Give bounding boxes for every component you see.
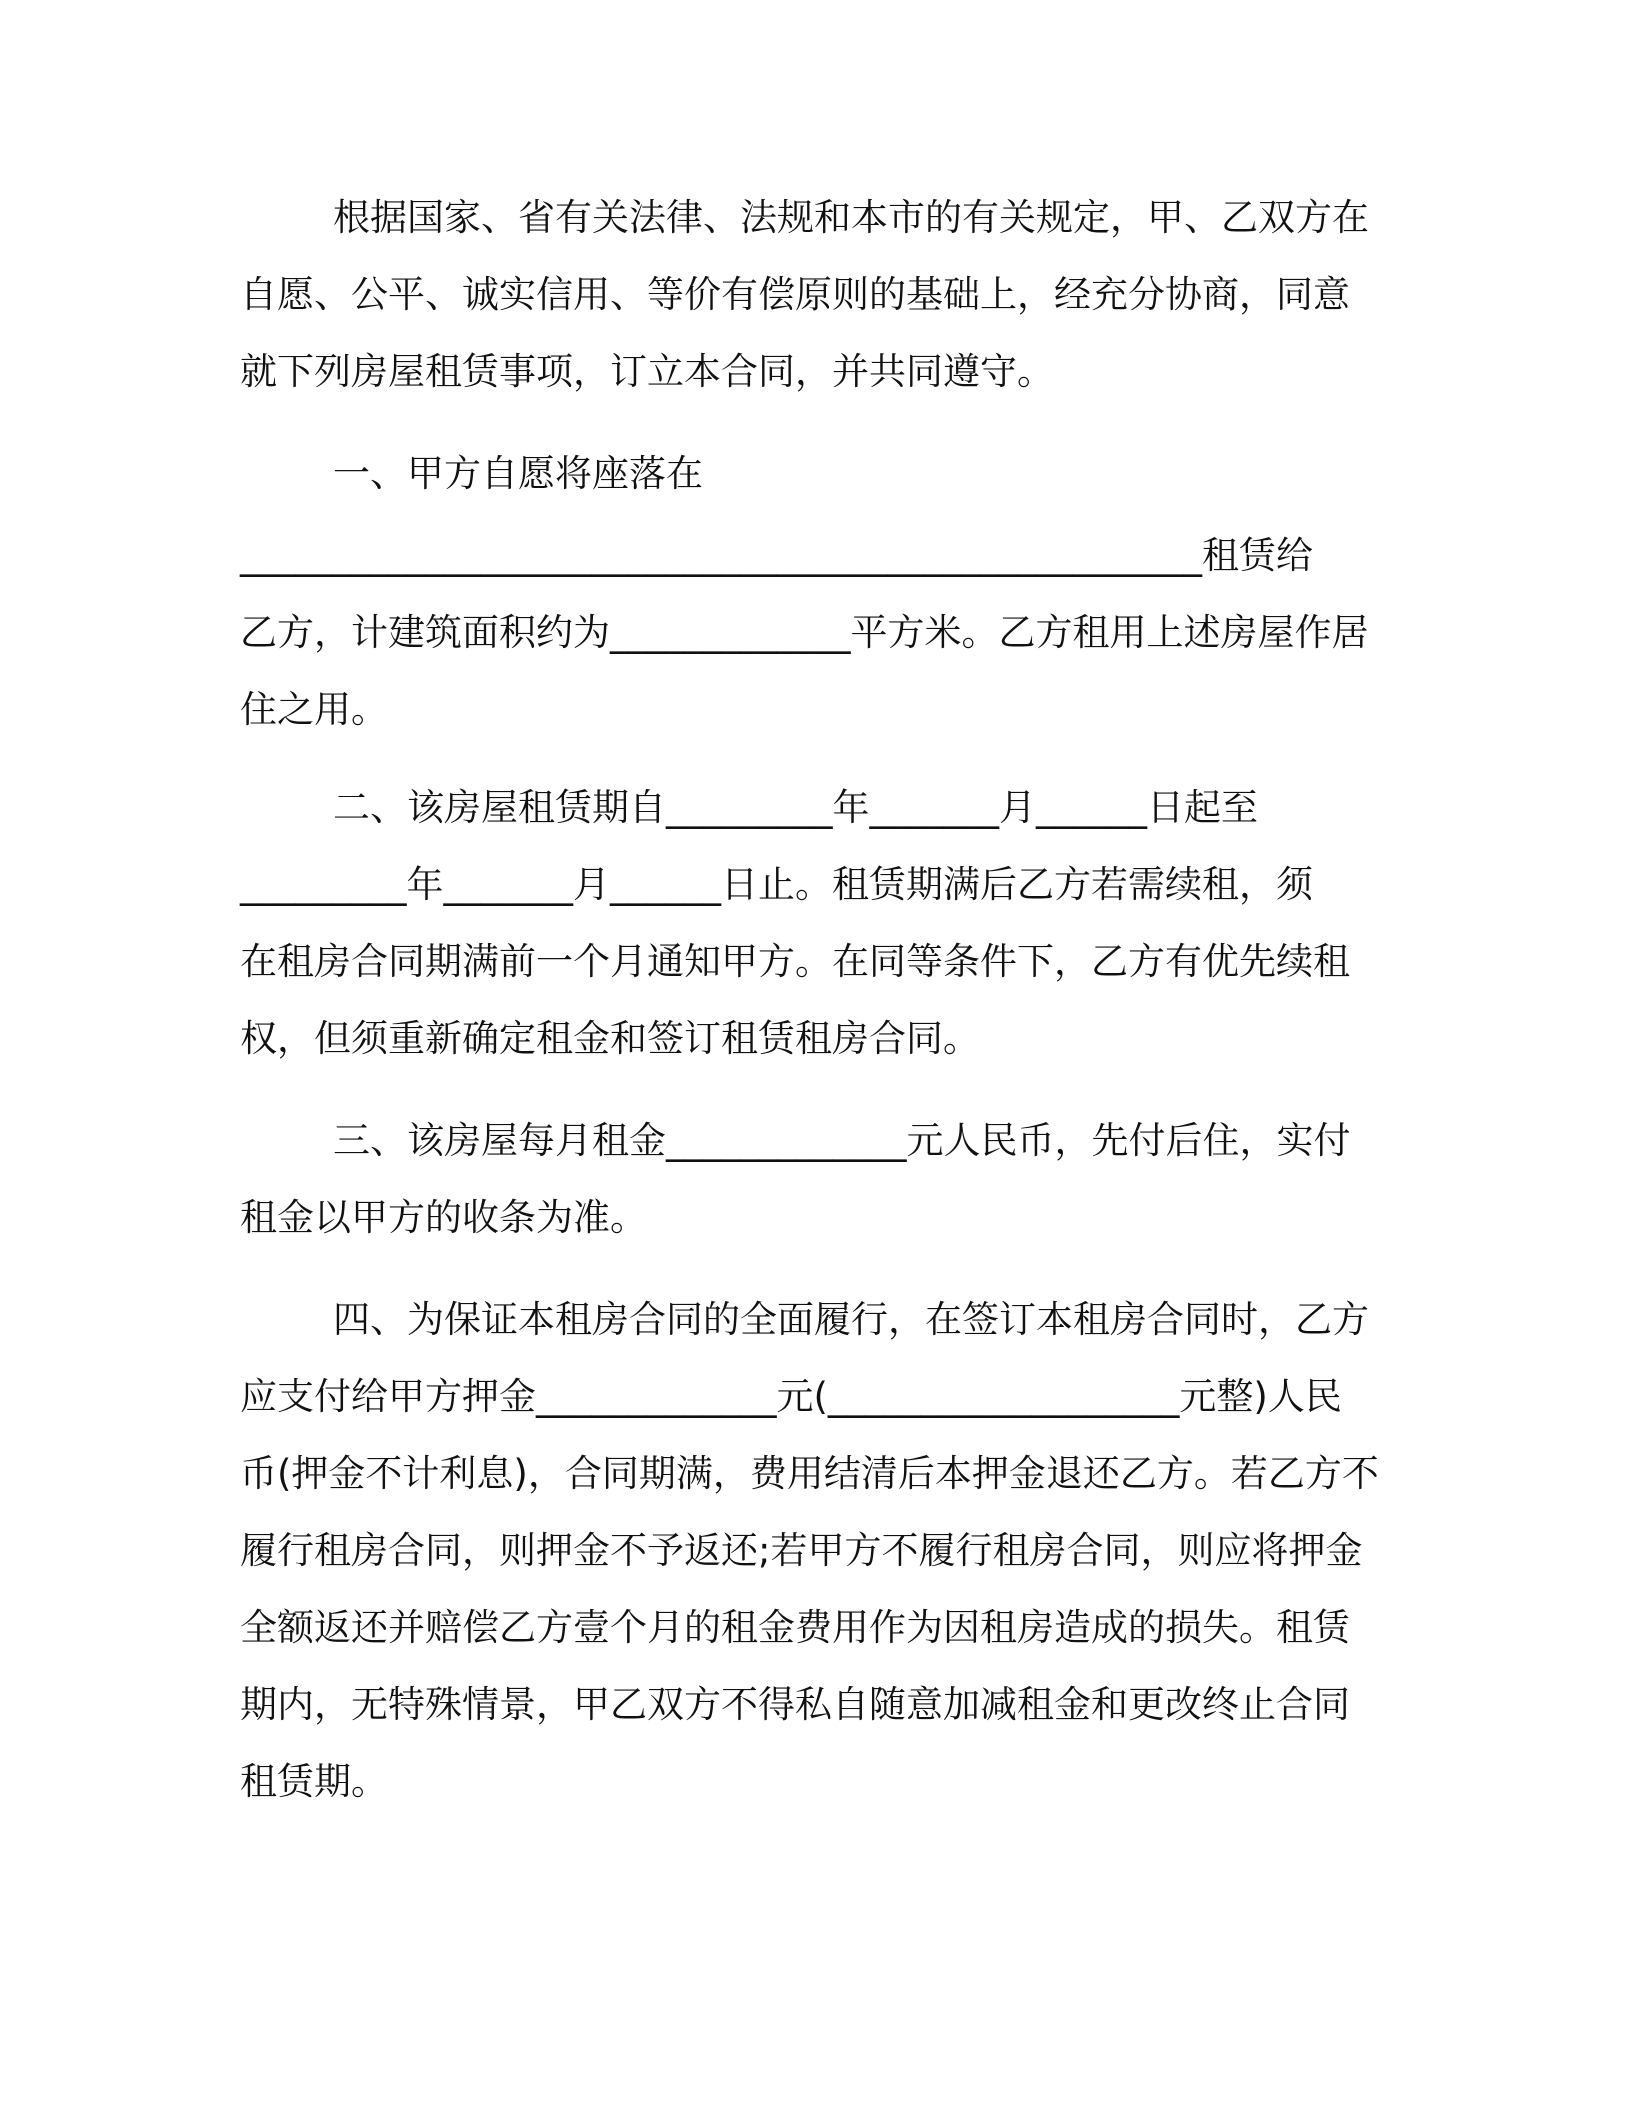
clause-2-line-1: 二、该房屋租赁期自_________年_______月______日起至 <box>333 786 1258 829</box>
clause-4-line-1: 四、为保证本租房合同的全面履行，在签订本租房合同时，乙方 <box>333 1298 1369 1341</box>
clause-2-line-2: _________年_______月______日止。租赁期满后乙方若需续租，须 <box>240 863 1313 906</box>
paragraph-1-line-1: 根据国家、省有关法律、法规和本市的有关规定，甲、乙双方在 <box>333 196 1369 239</box>
clause-1-line-3: 乙方，计建筑面积约为_____________平方米。乙方租用上述房屋作居 <box>240 611 1369 654</box>
clause-2-line-4: 权，但须重新确定租金和签订租赁租房合同。 <box>240 1017 980 1060</box>
clause-3-line-2: 租金以甲方的收条为准。 <box>240 1196 647 1239</box>
paragraph-1-line-2: 自愿、公平、诚实信用、等价有偿原则的基础上，经充分协商，同意 <box>240 273 1350 316</box>
clause-4-line-2: 应支付给甲方押金_____________元(___________________元整)人民 <box>240 1375 1342 1418</box>
clause-4-line-5: 全额返还并赔偿乙方壹个月的租金费用作为因租房造成的损失。租赁 <box>240 1606 1350 1649</box>
paragraph-1-line-3: 就下列房屋租赁事项，订立本合同，并共同遵守。 <box>240 350 1054 393</box>
clause-2-line-3: 在租房合同期满前一个月通知甲方。在同等条件下，乙方有优先续租 <box>240 940 1350 983</box>
clause-4-line-6: 期内，无特殊情景，甲乙双方不得私自随意加减租金和更改终止合同 <box>240 1683 1350 1726</box>
clause-1-line-1: 一、甲方自愿将座落在 <box>333 452 703 495</box>
clause-4-line-3: 币(押金不计利息)，合同期满，费用结清后本押金退还乙方。若乙方不 <box>240 1452 1379 1495</box>
clause-1-line-4: 住之用。 <box>240 688 388 731</box>
clause-1-line-2: ____________________________________________________租赁给 <box>240 534 1313 577</box>
clause-4-line-4: 履行租房合同，则押金不予返还;若甲方不履行租房合同，则应将押金 <box>240 1529 1363 1572</box>
clause-4-line-7: 租赁期。 <box>240 1760 388 1803</box>
clause-3-line-1: 三、该房屋每月租金_____________元人民币，先付后住，实付 <box>333 1119 1351 1162</box>
